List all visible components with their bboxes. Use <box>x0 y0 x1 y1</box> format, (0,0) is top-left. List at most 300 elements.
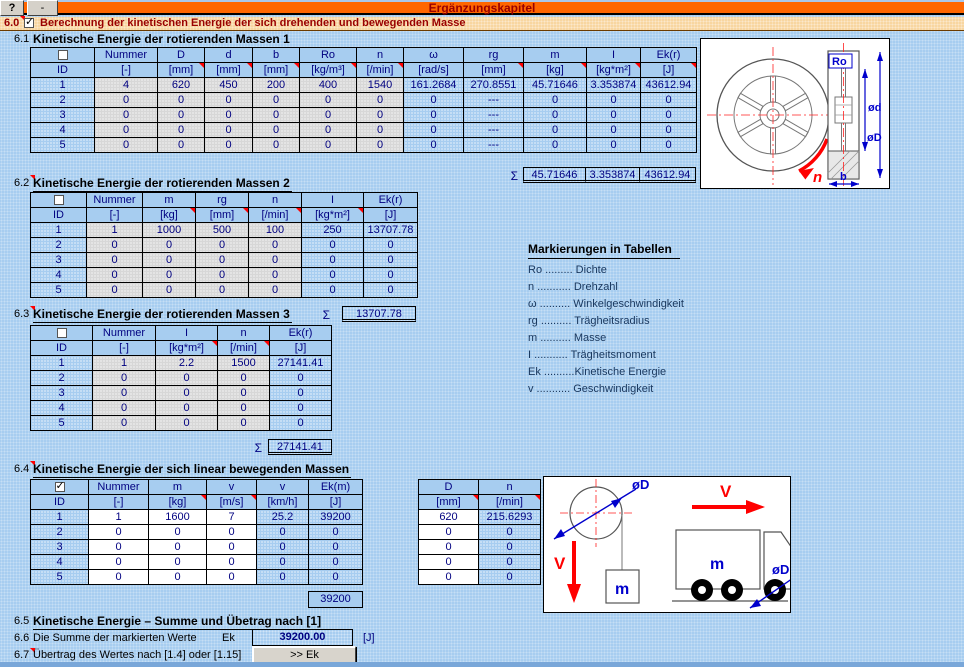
unit-cell: [mm] <box>253 63 300 78</box>
computed-cell: 0 <box>270 416 332 431</box>
table-row <box>419 540 541 555</box>
input-cell[interactable]: 0 <box>218 416 270 431</box>
input-cell[interactable]: 0 <box>205 123 253 138</box>
bottom-edge <box>0 662 964 667</box>
column-header: m <box>143 193 196 208</box>
column-header: Nummer <box>93 326 156 341</box>
column-header: rg <box>196 193 249 208</box>
row-id-cell: 4 <box>31 401 93 416</box>
column-header: rg <box>464 48 524 63</box>
input-cell[interactable]: 0 <box>253 93 300 108</box>
table-row <box>31 253 418 268</box>
column-header: Ek(r) <box>364 193 418 208</box>
legend-item: v ........... Geschwindigkeit <box>528 383 654 395</box>
label-d: ød <box>868 102 882 114</box>
computed-cell: 13707.78 <box>364 223 418 238</box>
row-id-cell: 5 <box>31 283 87 298</box>
input-cell[interactable]: 0 <box>300 108 357 123</box>
computed-cell: 0 <box>404 123 464 138</box>
row-id-cell: 1 <box>31 78 95 93</box>
unit-cell: [kg*m²] <box>302 208 364 223</box>
unit-cell: [rad/s] <box>404 63 464 78</box>
input-cell[interactable]: 0 <box>205 93 253 108</box>
total-ek-value: 39200.00 <box>252 629 353 646</box>
input-cell[interactable]: 0 <box>95 138 158 153</box>
input-cell[interactable]: 100 <box>249 223 302 238</box>
input-cell[interactable]: 0 <box>207 570 257 585</box>
label-ro: Ro <box>832 56 847 68</box>
computed-cell: 45.71646 <box>524 78 587 93</box>
table-row <box>419 555 541 570</box>
computed-cell: 0 <box>641 138 697 153</box>
input-cell[interactable]: 1600 <box>149 510 207 525</box>
row-id-cell: 5 <box>31 416 93 431</box>
table-linear-masses <box>30 479 363 585</box>
input-cell[interactable]: 0 <box>300 93 357 108</box>
unit-cell: [/min] <box>249 208 302 223</box>
column-header: Ek(m) <box>309 480 363 495</box>
input-cell[interactable]: 0 <box>95 108 158 123</box>
input-cell[interactable]: 450 <box>205 78 253 93</box>
label-od-pulley: øD <box>632 477 650 492</box>
unit-cell: [kg*m²] <box>587 63 641 78</box>
input-cell[interactable]: 0 <box>156 416 218 431</box>
input-cell[interactable]: 0 <box>143 238 196 253</box>
table-row <box>31 540 363 555</box>
header-checkbox-cell <box>31 193 87 208</box>
input-cell[interactable]: 0 <box>87 283 143 298</box>
transfer-label: Übertrag des Wertes nach [1.4] oder [1.15] <box>33 649 242 661</box>
truck-diagram <box>543 476 791 613</box>
unit-cell: ID <box>31 341 93 356</box>
computed-cell: 39200 <box>309 510 363 525</box>
table-row <box>31 356 332 371</box>
computed-cell: 0 <box>587 93 641 108</box>
label-dd: øD <box>867 132 882 144</box>
computed-cell: 43612.94 <box>641 78 697 93</box>
row-id-cell: 3 <box>31 253 87 268</box>
help-button[interactable]: ? <box>0 0 24 16</box>
minimize-button[interactable]: - <box>27 0 58 16</box>
computed-cell: 0 <box>270 401 332 416</box>
table-row <box>31 570 363 585</box>
table-linear-side <box>418 479 541 585</box>
unit-cell: [km/h] <box>257 495 309 510</box>
table-row <box>419 570 541 585</box>
computed-cell: 0 <box>364 238 418 253</box>
computed-cell: 0 <box>257 570 309 585</box>
section-6-0-title: Berechnung der kinetischen Energie der sich drehenden und bewegenden Masse <box>40 17 466 29</box>
section-title: Kinetische Energie der rotierenden Massen 1 <box>33 32 290 46</box>
table-row <box>31 416 332 431</box>
input-cell[interactable]: 0 <box>357 108 404 123</box>
input-cell[interactable]: 0 <box>300 138 357 153</box>
input-cell[interactable]: 0 <box>95 123 158 138</box>
sum-m: 45.71646 <box>523 167 586 183</box>
column-header: I <box>156 326 218 341</box>
page-title: Ergänzungskapitel <box>428 1 536 15</box>
column-header: Nummer <box>95 48 158 63</box>
computed-cell: 0 <box>270 386 332 401</box>
label-v-right: V <box>720 482 732 501</box>
section-title: Kinetische Energie der sich linear bewegenden Massen <box>33 462 350 476</box>
label-b: b <box>840 171 847 183</box>
computed-cell: 0 <box>479 570 541 585</box>
legend-item: Ro ......... Dichte <box>528 264 607 276</box>
section-number: 6.4 <box>14 462 35 476</box>
computed-cell: 161.2684 <box>404 78 464 93</box>
input-cell[interactable]: 0 <box>357 123 404 138</box>
unit-cell: [/min] <box>357 63 404 78</box>
computed-cell: 0 <box>302 238 364 253</box>
input-cell[interactable]: 0 <box>207 525 257 540</box>
transfer-ek-button[interactable]: >> Ek <box>252 646 356 665</box>
legend-item: I ........... Trägheitsmoment <box>528 349 656 361</box>
input-cell[interactable]: 0 <box>253 108 300 123</box>
sum-63: 27141.41 <box>268 439 332 455</box>
table-rotating-masses-3 <box>30 325 332 431</box>
computed-cell: 215.6293 <box>479 510 541 525</box>
input-cell[interactable]: 0 <box>419 540 479 555</box>
row-id-cell: 3 <box>31 386 93 401</box>
column-header: n <box>218 326 270 341</box>
input-cell[interactable]: 0 <box>419 570 479 585</box>
computed-cell: 0 <box>364 283 418 298</box>
computed-cell: 250 <box>302 223 364 238</box>
table-row <box>31 138 697 153</box>
column-header: I <box>302 193 364 208</box>
table-select-checkbox[interactable] <box>55 482 65 492</box>
table-row <box>31 401 332 416</box>
row-id-cell: 5 <box>31 138 95 153</box>
computed-cell: 0 <box>257 525 309 540</box>
unit-cell: [mm] <box>196 208 249 223</box>
sum-label: Die Summe der markierten Werte <box>33 632 197 644</box>
table-row <box>31 238 418 253</box>
legend-title: Markierungen in Tabellen <box>528 242 680 259</box>
column-header: I <box>587 48 641 63</box>
input-cell[interactable]: 0 <box>249 238 302 253</box>
computed-cell: 0 <box>302 253 364 268</box>
table-row <box>31 525 363 540</box>
table-row <box>31 93 697 108</box>
header-checkbox-cell <box>31 480 89 495</box>
column-header: v <box>207 480 257 495</box>
input-cell[interactable]: 0 <box>93 386 156 401</box>
unit-cell: [mm] <box>464 63 524 78</box>
unit-cell: [J] <box>309 495 363 510</box>
table-row <box>31 108 697 123</box>
unit-cell: [-] <box>93 341 156 356</box>
table-select-checkbox[interactable] <box>54 195 64 205</box>
sum-ek: 43612.94 <box>639 167 696 183</box>
unit-cell: [kg*m²] <box>156 341 218 356</box>
sigma-label: Σ <box>254 441 262 455</box>
label-od-wheel: øD <box>772 562 790 577</box>
column-header: n <box>249 193 302 208</box>
section-title: Kinetische Energie der rotierenden Massen 2 <box>33 176 290 190</box>
column-header: Ek(r) <box>641 48 697 63</box>
computed-cell: 0 <box>309 555 363 570</box>
table-row <box>419 525 541 540</box>
input-cell[interactable]: 0 <box>156 371 218 386</box>
unit-cell: [J] <box>641 63 697 78</box>
column-header: n <box>479 480 541 495</box>
unit-cell: [m/s] <box>207 495 257 510</box>
computed-cell: 0 <box>479 525 541 540</box>
input-cell[interactable]: 500 <box>196 223 249 238</box>
unit-cell: [/min] <box>218 341 270 356</box>
input-cell[interactable]: 0 <box>357 93 404 108</box>
sum-64: 39200 <box>308 591 363 608</box>
input-cell[interactable]: 0 <box>87 268 143 283</box>
input-cell[interactable]: 0 <box>143 253 196 268</box>
input-cell[interactable]: 620 <box>158 78 205 93</box>
computed-cell: 0 <box>524 123 587 138</box>
input-cell[interactable]: 1 <box>93 356 156 371</box>
legend-item: rg .......... Trägheitsradius <box>528 315 650 327</box>
row-id-cell: 1 <box>31 223 87 238</box>
input-cell[interactable]: 0 <box>149 525 207 540</box>
input-cell[interactable]: 1000 <box>143 223 196 238</box>
table-row <box>31 371 332 386</box>
input-cell[interactable]: 1540 <box>357 78 404 93</box>
input-cell[interactable]: 0 <box>249 283 302 298</box>
input-cell[interactable]: 620 <box>419 510 479 525</box>
column-header: m <box>524 48 587 63</box>
unit-cell: [mm] <box>419 495 479 510</box>
row-id-cell: 1 <box>31 510 89 525</box>
unit-cell: [-] <box>95 63 158 78</box>
input-cell[interactable]: 0 <box>249 268 302 283</box>
unit-cell: ID <box>31 208 87 223</box>
computed-cell: 25.2 <box>257 510 309 525</box>
table-row <box>31 78 697 93</box>
column-header: ω <box>404 48 464 63</box>
computed-cell: 0 <box>524 108 587 123</box>
input-cell[interactable]: 0 <box>158 93 205 108</box>
column-header: Nummer <box>89 480 149 495</box>
title-bar <box>0 2 964 15</box>
input-cell[interactable]: 2.2 <box>156 356 218 371</box>
input-cell[interactable]: 0 <box>149 570 207 585</box>
table-row <box>31 123 697 138</box>
table-row <box>31 283 418 298</box>
table-rotating-masses-1 <box>30 47 697 153</box>
table-select-checkbox[interactable] <box>57 328 67 338</box>
input-cell[interactable]: 1 <box>89 510 149 525</box>
input-cell[interactable]: 0 <box>158 123 205 138</box>
input-cell[interactable]: 0 <box>196 253 249 268</box>
input-cell[interactable]: 0 <box>143 283 196 298</box>
input-cell[interactable]: 0 <box>89 525 149 540</box>
row-id-cell: 3 <box>31 540 89 555</box>
input-cell[interactable]: 0 <box>149 555 207 570</box>
computed-cell: 0 <box>302 283 364 298</box>
input-cell[interactable]: 0 <box>89 570 149 585</box>
sigma-label: Σ <box>510 169 518 183</box>
legend-item: Ek ..........Kinetische Energie <box>528 366 667 378</box>
computed-cell: 0 <box>309 540 363 555</box>
input-cell[interactable]: 0 <box>218 401 270 416</box>
input-cell[interactable]: 400 <box>300 78 357 93</box>
input-cell[interactable]: 0 <box>253 138 300 153</box>
computed-cell: 0 <box>641 123 697 138</box>
row-id-cell: 2 <box>31 525 89 540</box>
table-rotating-masses-2 <box>30 192 418 298</box>
input-cell[interactable]: 0 <box>205 108 253 123</box>
unit-cell: [mm] <box>158 63 205 78</box>
label-m-truck: m <box>710 556 725 573</box>
table-select-checkbox[interactable] <box>58 50 68 60</box>
unit-cell: [kg] <box>149 495 207 510</box>
computed-cell: 0 <box>364 268 418 283</box>
computed-cell: 27141.41 <box>270 356 332 371</box>
input-cell[interactable]: 0 <box>205 138 253 153</box>
column-header: Nummer <box>87 193 143 208</box>
input-cell[interactable]: 0 <box>89 540 149 555</box>
computed-cell: 0 <box>309 570 363 585</box>
table-row <box>31 223 418 238</box>
section-number: 6.5 <box>14 615 30 627</box>
input-cell[interactable]: 0 <box>158 108 205 123</box>
input-cell[interactable]: 0 <box>156 386 218 401</box>
row-id-cell: 5 <box>31 570 89 585</box>
computed-cell: 0 <box>587 108 641 123</box>
input-cell[interactable]: 4 <box>95 78 158 93</box>
input-cell[interactable]: 1500 <box>218 356 270 371</box>
section-title: Kinetische Energie – Summe und Übetrag nach [1] <box>33 614 322 628</box>
computed-cell: --- <box>464 138 524 153</box>
input-cell[interactable]: 0 <box>196 283 249 298</box>
input-cell[interactable]: 0 <box>149 540 207 555</box>
sum-i: 3.353874 <box>585 167 640 183</box>
unit-cell: [kg/m³] <box>300 63 357 78</box>
input-cell[interactable]: 7 <box>207 510 257 525</box>
computed-cell: 0 <box>479 540 541 555</box>
input-cell[interactable]: 0 <box>253 123 300 138</box>
row-id-cell: 4 <box>31 555 89 570</box>
section-number: 6.3 <box>14 307 35 321</box>
table-row <box>31 268 418 283</box>
computed-cell: --- <box>464 123 524 138</box>
input-cell[interactable]: 0 <box>87 238 143 253</box>
legend-item: ω .......... Winkelgeschwindigkeit <box>528 298 684 310</box>
input-cell[interactable]: 0 <box>196 238 249 253</box>
section-title: Kinetische Energie der rotierenden Massen 3 <box>33 307 290 321</box>
input-cell[interactable]: 0 <box>93 401 156 416</box>
ek-symbol: Ek <box>222 632 235 644</box>
input-cell[interactable]: 0 <box>196 268 249 283</box>
computed-cell: 0 <box>404 138 464 153</box>
column-header: v <box>257 480 309 495</box>
input-cell[interactable]: 0 <box>300 123 357 138</box>
row-id-cell: 2 <box>31 93 95 108</box>
row-id-cell: 3 <box>31 108 95 123</box>
column-header: n <box>357 48 404 63</box>
computed-cell: 0 <box>641 108 697 123</box>
unit-cell: [kg] <box>524 63 587 78</box>
input-cell[interactable]: 0 <box>419 555 479 570</box>
unit-label: [J] <box>363 632 375 644</box>
section-number: 6.6 <box>14 632 30 644</box>
column-header: Ro <box>300 48 357 63</box>
row-id-cell: 1 <box>31 356 93 371</box>
input-cell[interactable]: 0 <box>218 371 270 386</box>
row-id-cell: 4 <box>31 268 87 283</box>
legend-item: m .......... Masse <box>528 332 607 344</box>
sum-62: 13707.78 <box>342 306 416 322</box>
column-header: D <box>419 480 479 495</box>
computed-cell: 0 <box>587 123 641 138</box>
column-header: D <box>158 48 205 63</box>
input-cell[interactable]: 1 <box>87 223 143 238</box>
input-cell[interactable]: 0 <box>93 371 156 386</box>
input-cell[interactable]: 0 <box>158 138 205 153</box>
unit-cell: [mm] <box>205 63 253 78</box>
computed-cell: --- <box>464 93 524 108</box>
section-number: 6.2 <box>14 176 35 190</box>
computed-cell: 3.353874 <box>587 78 641 93</box>
computed-cell: 270.8551 <box>464 78 524 93</box>
input-cell[interactable]: 0 <box>357 138 404 153</box>
row-id-cell: 4 <box>31 123 95 138</box>
sigma-label: Σ <box>322 308 330 322</box>
flywheel-diagram <box>700 38 890 189</box>
computed-cell: 0 <box>302 268 364 283</box>
column-header: m <box>149 480 207 495</box>
unit-cell: [J] <box>270 341 332 356</box>
column-header: d <box>205 48 253 63</box>
label-v-down: V <box>554 554 566 573</box>
computed-cell: 0 <box>641 93 697 108</box>
unit-cell: ID <box>31 495 89 510</box>
input-cell[interactable]: 0 <box>89 555 149 570</box>
input-cell[interactable]: 0 <box>419 525 479 540</box>
column-header: b <box>253 48 300 63</box>
section-number: 6.1 <box>14 33 30 45</box>
input-cell[interactable]: 0 <box>249 253 302 268</box>
input-cell[interactable]: 0 <box>207 555 257 570</box>
unit-cell: [-] <box>89 495 149 510</box>
input-cell[interactable]: 200 <box>253 78 300 93</box>
table-row <box>31 555 363 570</box>
input-cell[interactable]: 0 <box>93 416 156 431</box>
header-checkbox-cell <box>31 48 95 63</box>
input-cell[interactable]: 0 <box>207 540 257 555</box>
unit-cell: [J] <box>364 208 418 223</box>
section-6-0-checkbox[interactable] <box>24 18 34 28</box>
label-n: n <box>813 169 823 186</box>
input-cell[interactable]: 0 <box>95 93 158 108</box>
computed-cell: 0 <box>479 555 541 570</box>
input-cell[interactable]: 0 <box>143 268 196 283</box>
computed-cell: 0 <box>270 371 332 386</box>
input-cell[interactable]: 0 <box>87 253 143 268</box>
header-checkbox-cell <box>31 326 93 341</box>
column-header: Ek(r) <box>270 326 332 341</box>
legend-item: n ........... Drehzahl <box>528 281 618 293</box>
row-id-cell: 2 <box>31 371 93 386</box>
computed-cell: 0 <box>404 108 464 123</box>
input-cell[interactable]: 0 <box>218 386 270 401</box>
row-id-cell: 2 <box>31 238 87 253</box>
table-row <box>31 386 332 401</box>
computed-cell: 0 <box>524 138 587 153</box>
input-cell[interactable]: 0 <box>156 401 218 416</box>
unit-cell: [kg] <box>143 208 196 223</box>
table-row <box>31 510 363 525</box>
